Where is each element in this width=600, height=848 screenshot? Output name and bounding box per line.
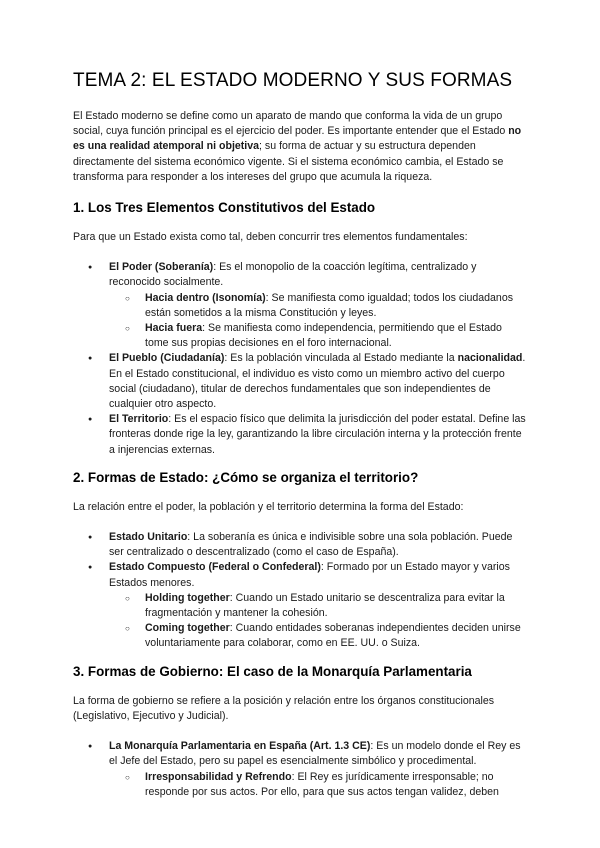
sublist-item-coming-together: ○ Coming together: Cuando entidades soberanas independientes deciden unirse voluntariamente para colaborar, como en EE. UU. o Suiza. [109,621,527,651]
section-3-list [73,739,527,800]
section-1-list [73,260,527,458]
section-1-lead: Para que un Estado exista como tal, deben concurrir tres elementos fundamentales: [73,231,468,244]
section-2-list [73,530,527,652]
list-item-monarquia: ● La Monarquía Parlamentaria en España (Art. 1.3 CE): Es un modelo donde el Rey es el Jefe del Estado, pero su papel es esencialmente simbólico y procedimental. ○ Irresponsabilidad y Refrendo: El Rey es jurídicamente irresponsable; no responde por sus actos. Por ello, para que sus actos tengan validez, deben [73,739,527,800]
list-item-estado-compuesto: ● Estado Compuesto (Federal o Confederal): Formado por un Estado mayor y varios Estados menores. ○ Holding together: Cuando un Estado unitario se descentraliza para evitar la fragmentación y mantener la cohesión. ○ Coming together: Cuando entidades soberanas independientes deciden unirse voluntariamente para colaborar, como en EE. UU. o Suiza. [73,560,527,651]
poder-sublist [109,291,527,352]
section-3-lead: La forma de gobierno se refiere a la posición y relación entre los órganos constitucionales (Legislativo, Ejecutivo y Judicial). [73,694,495,722]
sublist-item-holding-together: ○ Holding together: Cuando un Estado unitario se descentraliza para evitar la fragmentación y mantener la cohesión. [109,591,527,621]
page-title: TEMA 2: EL ESTADO MODERNO Y SUS FORMAS [73,70,513,91]
list-item-territorio: ● El Territorio: Es el espacio físico que delimita la jurisdicción del poder estatal. Define las fronteras donde rige la ley, garantizando la libre circulación interna y la protección frente a injerencias externas. [73,412,527,458]
list-item-estado-unitario: ● Estado Unitario: La soberanía es única e indivisible sobre una sola población. Puede ser centralizado o descentralizado (como el caso de España). [73,530,527,560]
section-2-heading: 2. Formas de Estado: ¿Cómo se organiza el territorio? [73,469,419,485]
compuesto-sublist [109,591,527,652]
sublist-item-irresponsabilidad: ○ Irresponsabilidad y Refrendo: El Rey es jurídicamente irresponsable; no responde por sus actos. Por ello, para que sus actos tengan validez, deben [109,770,527,800]
monarquia-sublist [109,770,527,800]
list-item-poder: ● El Poder (Soberanía): Es el monopolio de la coacción legítima, centralizado y reconocido socialmente. ○ Hacia dentro (Isonomía): Se manifiesta como igualdad; todos los ciudadanos están sometidos a la misma Constitución y leyes. ○ Hacia fuera: Se manifiesta como independencia, permitiendo que el Estado tome sus propias decisiones en el foro internacional. [73,260,527,351]
section-1-heading: 1. Los Tres Elementos Constitutivos del Estado [73,200,376,216]
sublist-item-hacia-fuera: ○ Hacia fuera: Se manifiesta como independencia, permitiendo que el Estado tome sus propias decisiones en el foro internacional. [109,321,527,351]
list-item-pueblo: ● El Pueblo (Ciudadanía): Es la población vinculada al Estado mediante la nacionalidad. En el Estado constitucional, el individuo es visto como un miembro activo del cuerpo social (ciudadano), titular de derechos fundamentales que son independientes de cualquier otro aspecto. [73,351,527,412]
section-3-heading: 3. Formas de Gobierno: El caso de la Monarquía Parlamentaria [73,663,472,679]
intro-paragraph: El Estado moderno se define como un aparato de mando que conforma la vida de un grupo social, cuya función principal es el ejercicio del poder. Es importante entender que el Estado no es una realidad atemporal ni objetiva; su forma de actuar y su estructura dependen directamente del sistema económico vigente. Si el sistema económico cambia, el Estado se transforma para responder a los intereses del grupo que acumula la riqueza. [73,110,522,183]
sublist-item-hacia-dentro: ○ Hacia dentro (Isonomía): Se manifiesta como igualdad; todos los ciudadanos están sometidos a la misma Constitución y leyes. [109,291,527,321]
section-2-lead: La relación entre el poder, la población y el territorio determina la forma del Estado: [73,500,464,513]
